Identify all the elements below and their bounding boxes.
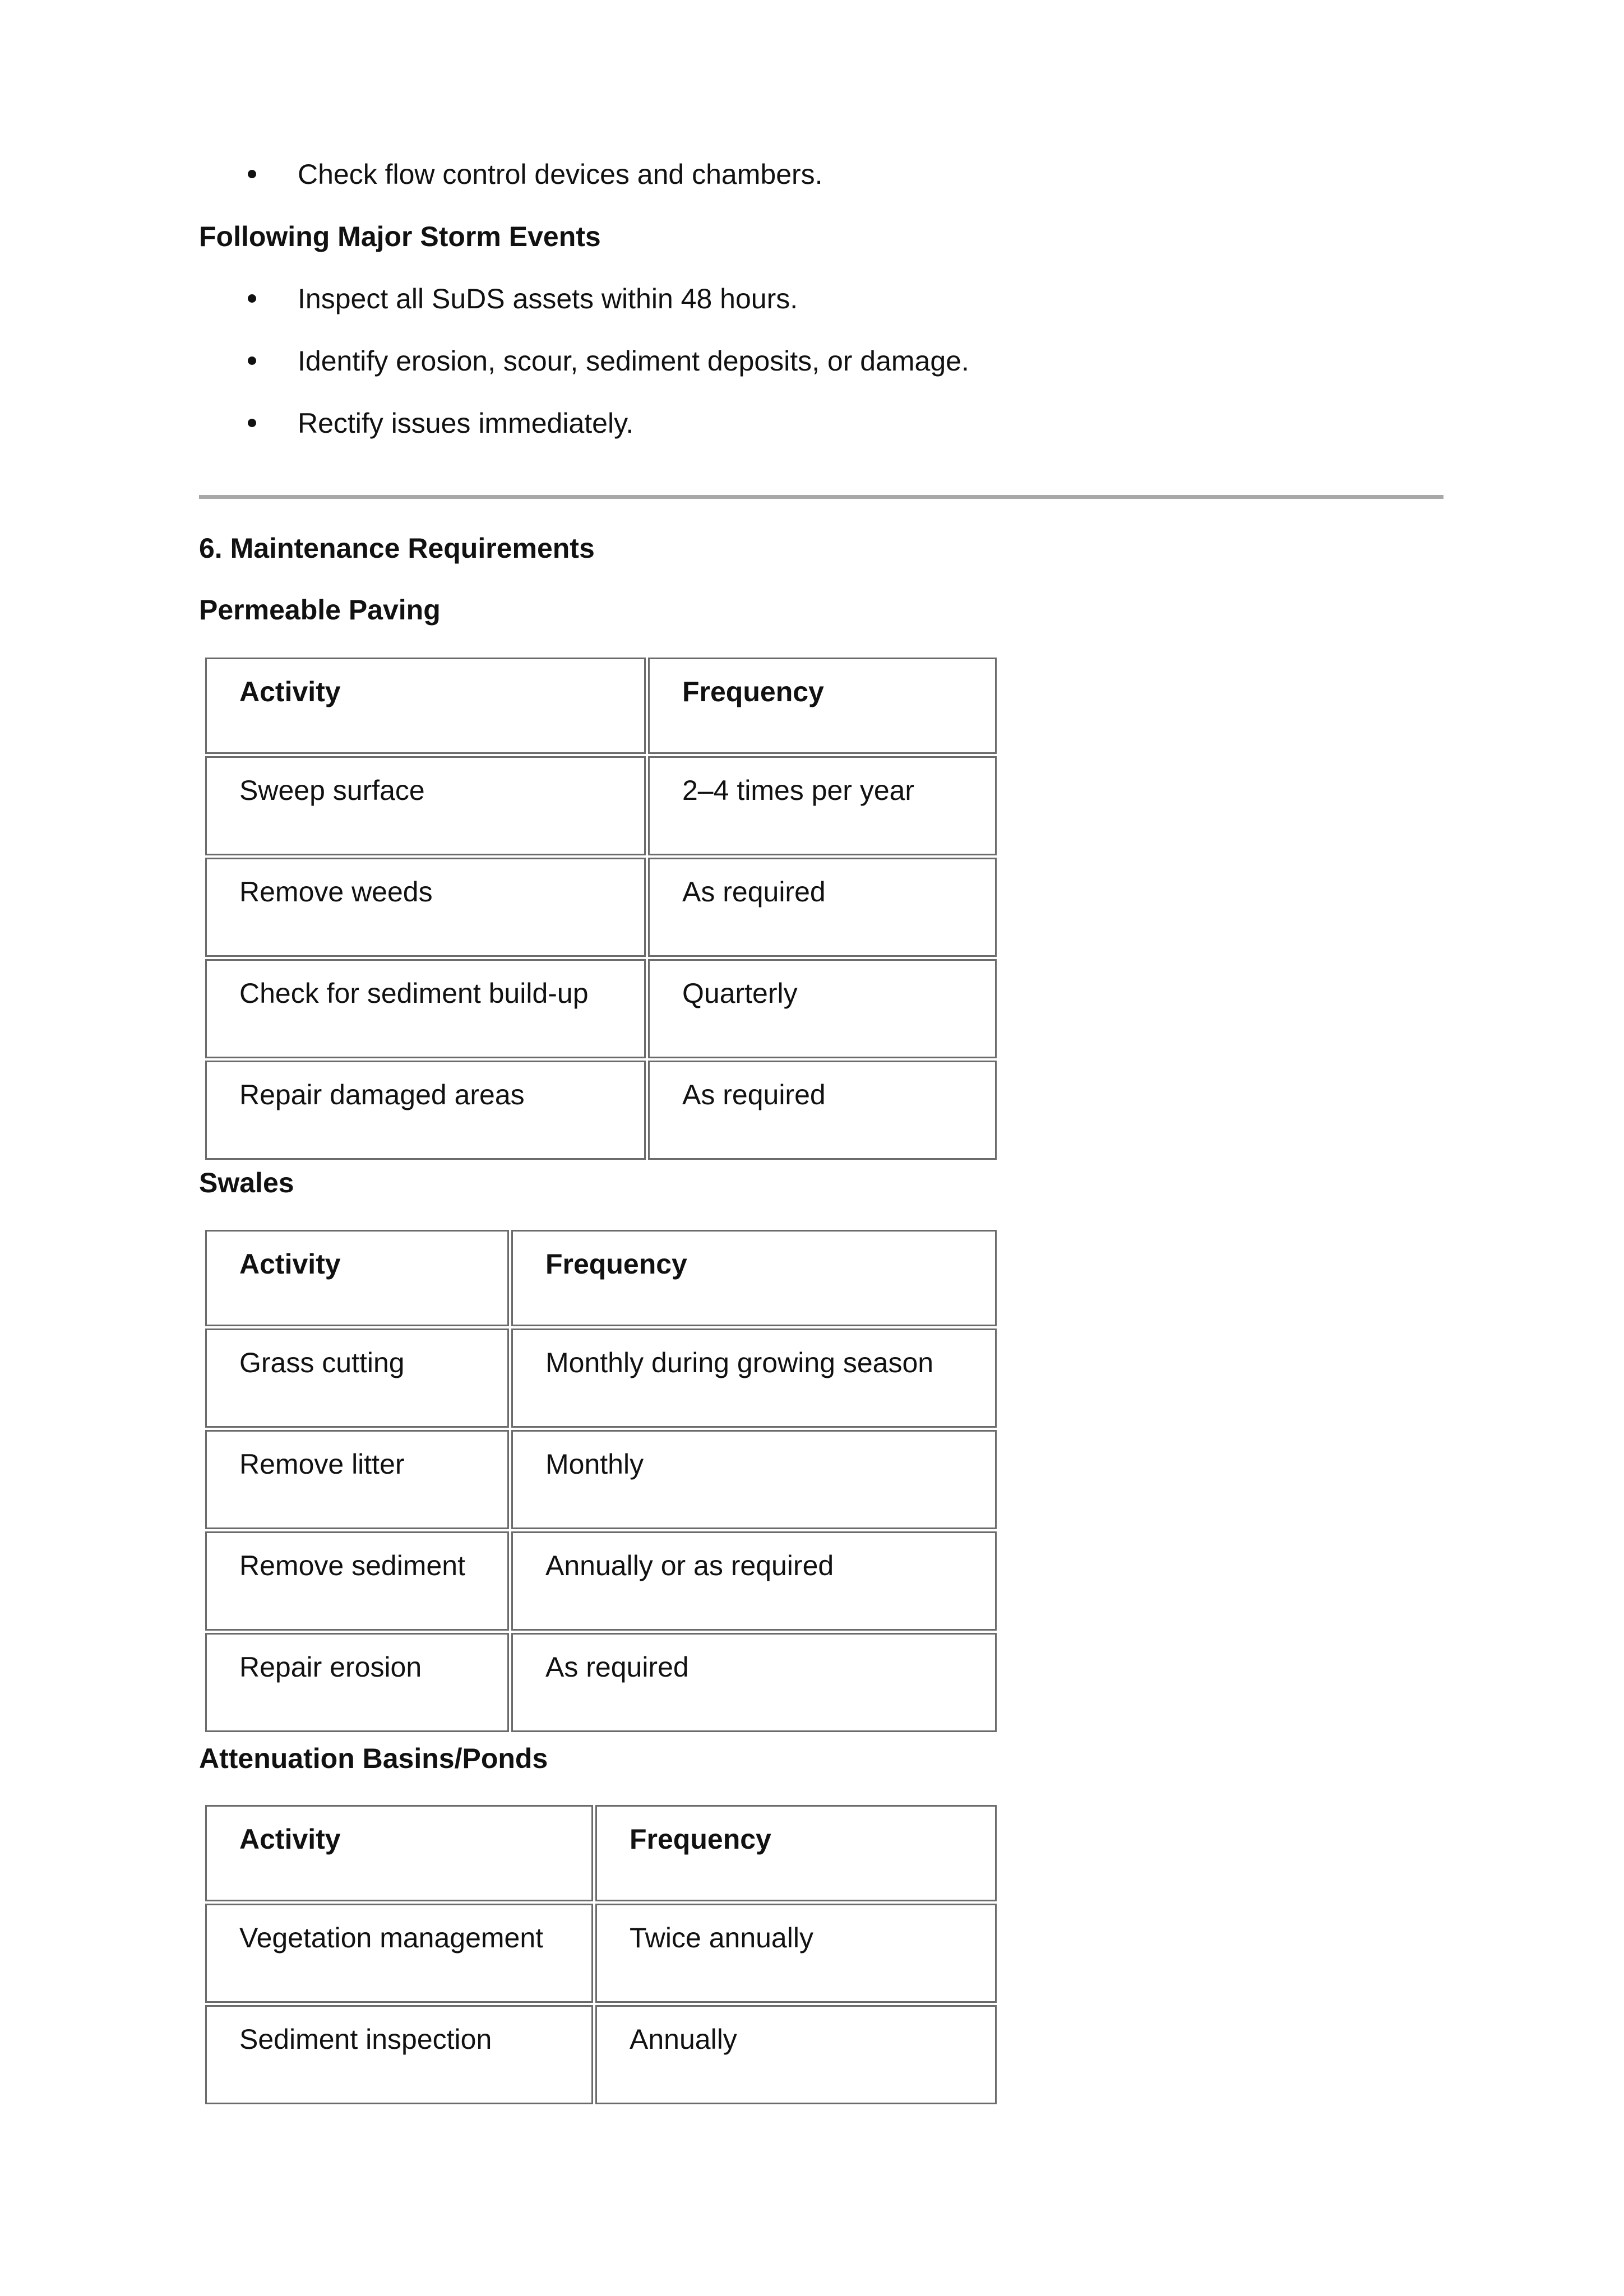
table-header-row [205, 1230, 997, 1326]
frequency-cell: Annually or as required [511, 1531, 997, 1631]
table-row [205, 1430, 997, 1529]
bullet-marker [248, 357, 256, 365]
table-heading-attenuation-basins: Attenuation Basins/Ponds [199, 1743, 548, 1774]
table-row [205, 1633, 997, 1732]
frequency-cell: Quarterly [648, 959, 997, 1058]
activity-cell: Sweep surface [205, 756, 646, 855]
column-header-frequency: Frequency [648, 658, 997, 754]
bullet-item: Rectify issues immediately. [298, 408, 634, 439]
activity-cell: Repair erosion [205, 1633, 509, 1732]
frequency-cell: As required [511, 1633, 997, 1732]
bullet-marker [248, 294, 256, 303]
bullet-marker [248, 419, 256, 427]
table-row [205, 1531, 997, 1631]
table-header-row [205, 1805, 997, 1901]
table-row [205, 756, 997, 855]
frequency-cell: Monthly during growing season [511, 1328, 997, 1428]
table-heading-permeable-paving: Permeable Paving [199, 594, 441, 626]
column-header-activity: Activity [205, 658, 646, 754]
frequency-cell: As required [648, 858, 997, 957]
swales-table [203, 1228, 999, 1734]
frequency-cell: Annually [595, 2005, 997, 2104]
table-row [205, 858, 997, 957]
column-header-activity: Activity [205, 1805, 593, 1901]
storm-events-heading: Following Major Storm Events [199, 221, 601, 252]
table-row [205, 959, 997, 1058]
bullet-item: Inspect all SuDS assets within 48 hours. [298, 283, 798, 314]
frequency-cell: Monthly [511, 1430, 997, 1529]
table-header-row [205, 658, 997, 754]
frequency-cell: As required [648, 1061, 997, 1160]
column-header-activity: Activity [205, 1230, 509, 1326]
table-heading-swales: Swales [199, 1167, 294, 1198]
table-row [205, 1904, 997, 2003]
activity-cell: Repair damaged areas [205, 1061, 646, 1160]
frequency-cell: 2–4 times per year [648, 756, 997, 855]
section-heading: 6. Maintenance Requirements [199, 533, 595, 564]
table-row [205, 2005, 997, 2104]
activity-cell: Sediment inspection [205, 2005, 593, 2104]
activity-cell: Remove weeds [205, 858, 646, 957]
frequency-cell: Twice annually [595, 1904, 997, 2003]
activity-cell: Remove sediment [205, 1531, 509, 1631]
bullet-item: Check flow control devices and chambers. [298, 159, 823, 190]
attenuation-basins-table [203, 1803, 999, 2107]
section-divider [199, 495, 1443, 499]
permeable-paving-table [203, 655, 999, 1162]
bullet-item: Identify erosion, scour, sediment deposits, or damage. [298, 345, 969, 377]
activity-cell: Remove litter [205, 1430, 509, 1529]
activity-cell: Grass cutting [205, 1328, 509, 1428]
activity-cell: Check for sediment build-up [205, 959, 646, 1058]
column-header-frequency: Frequency [511, 1230, 997, 1326]
table-row [205, 1061, 997, 1160]
bullet-marker [248, 170, 256, 178]
table-row [205, 1328, 997, 1428]
column-header-frequency: Frequency [595, 1805, 997, 1901]
activity-cell: Vegetation management [205, 1904, 593, 2003]
